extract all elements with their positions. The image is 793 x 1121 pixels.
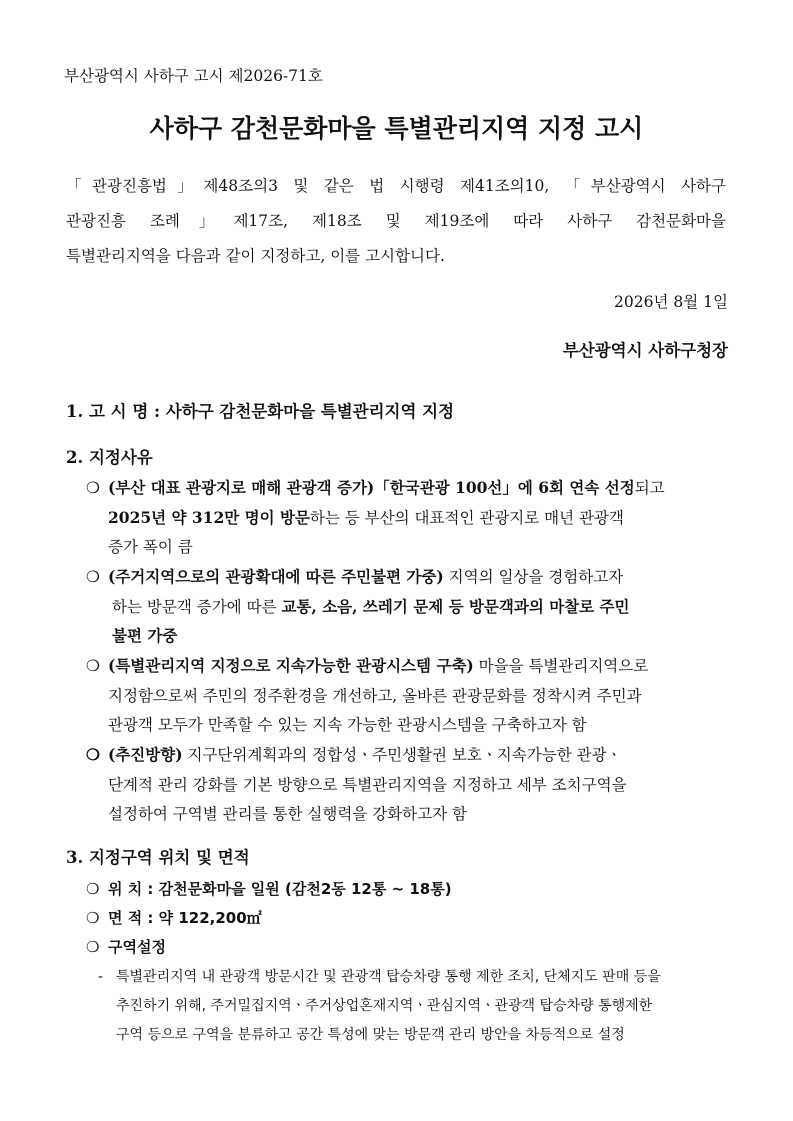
reason-4-line-1 — [86, 745, 622, 765]
intro-line-3: 특별관리지역을 다음과 같이 지정하고, 이를 고시합니다. — [66, 247, 445, 265]
reason-2-line-2 — [112, 597, 629, 617]
intro-line-1: 「관광진흥법」제48조의3 및 같은 법 시행령 제41조의10, 「부산광역시 사하구 — [66, 177, 726, 195]
circle-bullet-icon: ❍ — [86, 880, 100, 898]
circle-bullet-icon: ❍ — [86, 568, 100, 586]
intro-line-2: 관광진흥 조례」제17조, 제18조 및 제19조에 따라 사하구 감천문화마을 — [66, 212, 726, 230]
reason-3-bold-a: (특별관리지역 지정으로 지속가능한 관광시스템 구축) — [108, 656, 474, 675]
reason-1-bold-b: 2025년 약 312만 명이 방문 — [108, 508, 310, 527]
zone-line — [86, 937, 166, 957]
circle-bullet-icon: ❍ — [86, 745, 100, 764]
reason-1-line-2 — [108, 508, 624, 528]
dash-bullet-icon: - — [98, 969, 104, 985]
section-2-heading: 2. 지정사유 — [66, 448, 153, 467]
reason-1-text-b: 하는 등 부산의 대표적인 관광지로 매년 관광객 — [309, 509, 624, 527]
issuer-name: 부산광역시 사하구청장 — [562, 341, 728, 360]
reason-3-line-2: 지정함으로써 주민의 정주환경을 개선하고, 올바른 관광문화를 정착시켜 주민과 — [108, 687, 642, 705]
reason-2-text-a: 지역의 일상을 경험하고자 — [443, 568, 624, 586]
circle-bullet-icon: ❍ — [86, 479, 100, 497]
zone-detail-line-1 — [98, 967, 661, 987]
section-1-heading: 1. 고 시 명 : 사하구 감천문화마을 특별관리지역 지정 — [66, 402, 455, 421]
reason-2-line-1 — [86, 567, 623, 587]
reason-4-bold-a: (추진방향) — [108, 745, 183, 764]
reason-1-text-a: 되고 — [634, 479, 665, 497]
area-line — [86, 908, 262, 928]
zone-detail-line-3: 구역 등으로 구역을 분류하고 공간 특성에 맞는 방문객 관리 방안을 차등적으로 설정 — [116, 1027, 625, 1043]
zone-detail-line-2: 추진하기 위해, 주거밀집지역ㆍ주거상업혼재지역ㆍ관심지역ㆍ관광객 탑승차량 통행제한 — [116, 998, 653, 1014]
reason-3-line-3: 관광객 모두가 만족할 수 있는 지속 가능한 관광시스템을 구축하고자 함 — [108, 716, 587, 734]
reason-3-line-1 — [86, 656, 648, 676]
reason-2-bold-a: (주거지역으로의 관광확대에 따른 주민불편 가중) — [108, 567, 444, 586]
location-text: 위 치 : 감천문화마을 일원 (감천2동 12통 ~ 18통) — [108, 880, 452, 898]
reason-4-line-2: 단계적 관리 강화를 기본 방향으로 특별관리지역을 지정하고 세부 조치구역을 — [108, 776, 627, 794]
notice-date: 2026년 8월 1일 — [614, 293, 728, 311]
reason-1-line-3: 증가 폭이 큼 — [108, 538, 193, 556]
reason-3-text-a: 마을을 특별관리지역으로 — [473, 657, 649, 675]
zone-text: 구역설정 — [108, 938, 166, 956]
section-3-heading: 3. 지정구역 위치 및 면적 — [66, 848, 250, 867]
reason-4-line-3: 설정하여 구역별 관리를 통한 실행력을 강화하고자 함 — [108, 805, 467, 823]
circle-bullet-icon: ❍ — [86, 909, 100, 927]
page-title: 사하구 감천문화마을 특별관리지역 지정 고시 — [149, 114, 644, 143]
notice-number: 부산광역시 사하구 고시 제2026-71호 — [64, 67, 323, 85]
reason-4-text-a: 지구단위계획과의 정합성ㆍ주민생활권 보호ㆍ지속가능한 관광ㆍ — [182, 746, 622, 764]
circle-bullet-icon: ❍ — [86, 657, 100, 675]
location-line — [86, 879, 452, 899]
area-text: 면 적 : 약 122,200㎡ — [108, 909, 262, 927]
reason-2-text-b: 하는 방문객 증가에 따른 — [112, 598, 282, 616]
circle-bullet-icon: ❍ — [86, 938, 100, 956]
reason-2-bold-b: 교통, 소음, 쓰레기 문제 등 방문객과의 마찰로 주민 — [281, 597, 630, 616]
zone-detail-text-1: 특별관리지역 내 관광객 방문시간 및 관광객 탑승차량 통행 제한 조치, 단체지도 판매 등을 — [116, 969, 661, 985]
reason-1-bold-a: (부산 대표 관광지로 매해 관광객 증가)「한국관광 100선」에 6회 연속 선정 — [108, 478, 635, 497]
reason-1-line-1 — [86, 478, 665, 498]
reason-2-line-3: 불편 가중 — [112, 626, 178, 645]
